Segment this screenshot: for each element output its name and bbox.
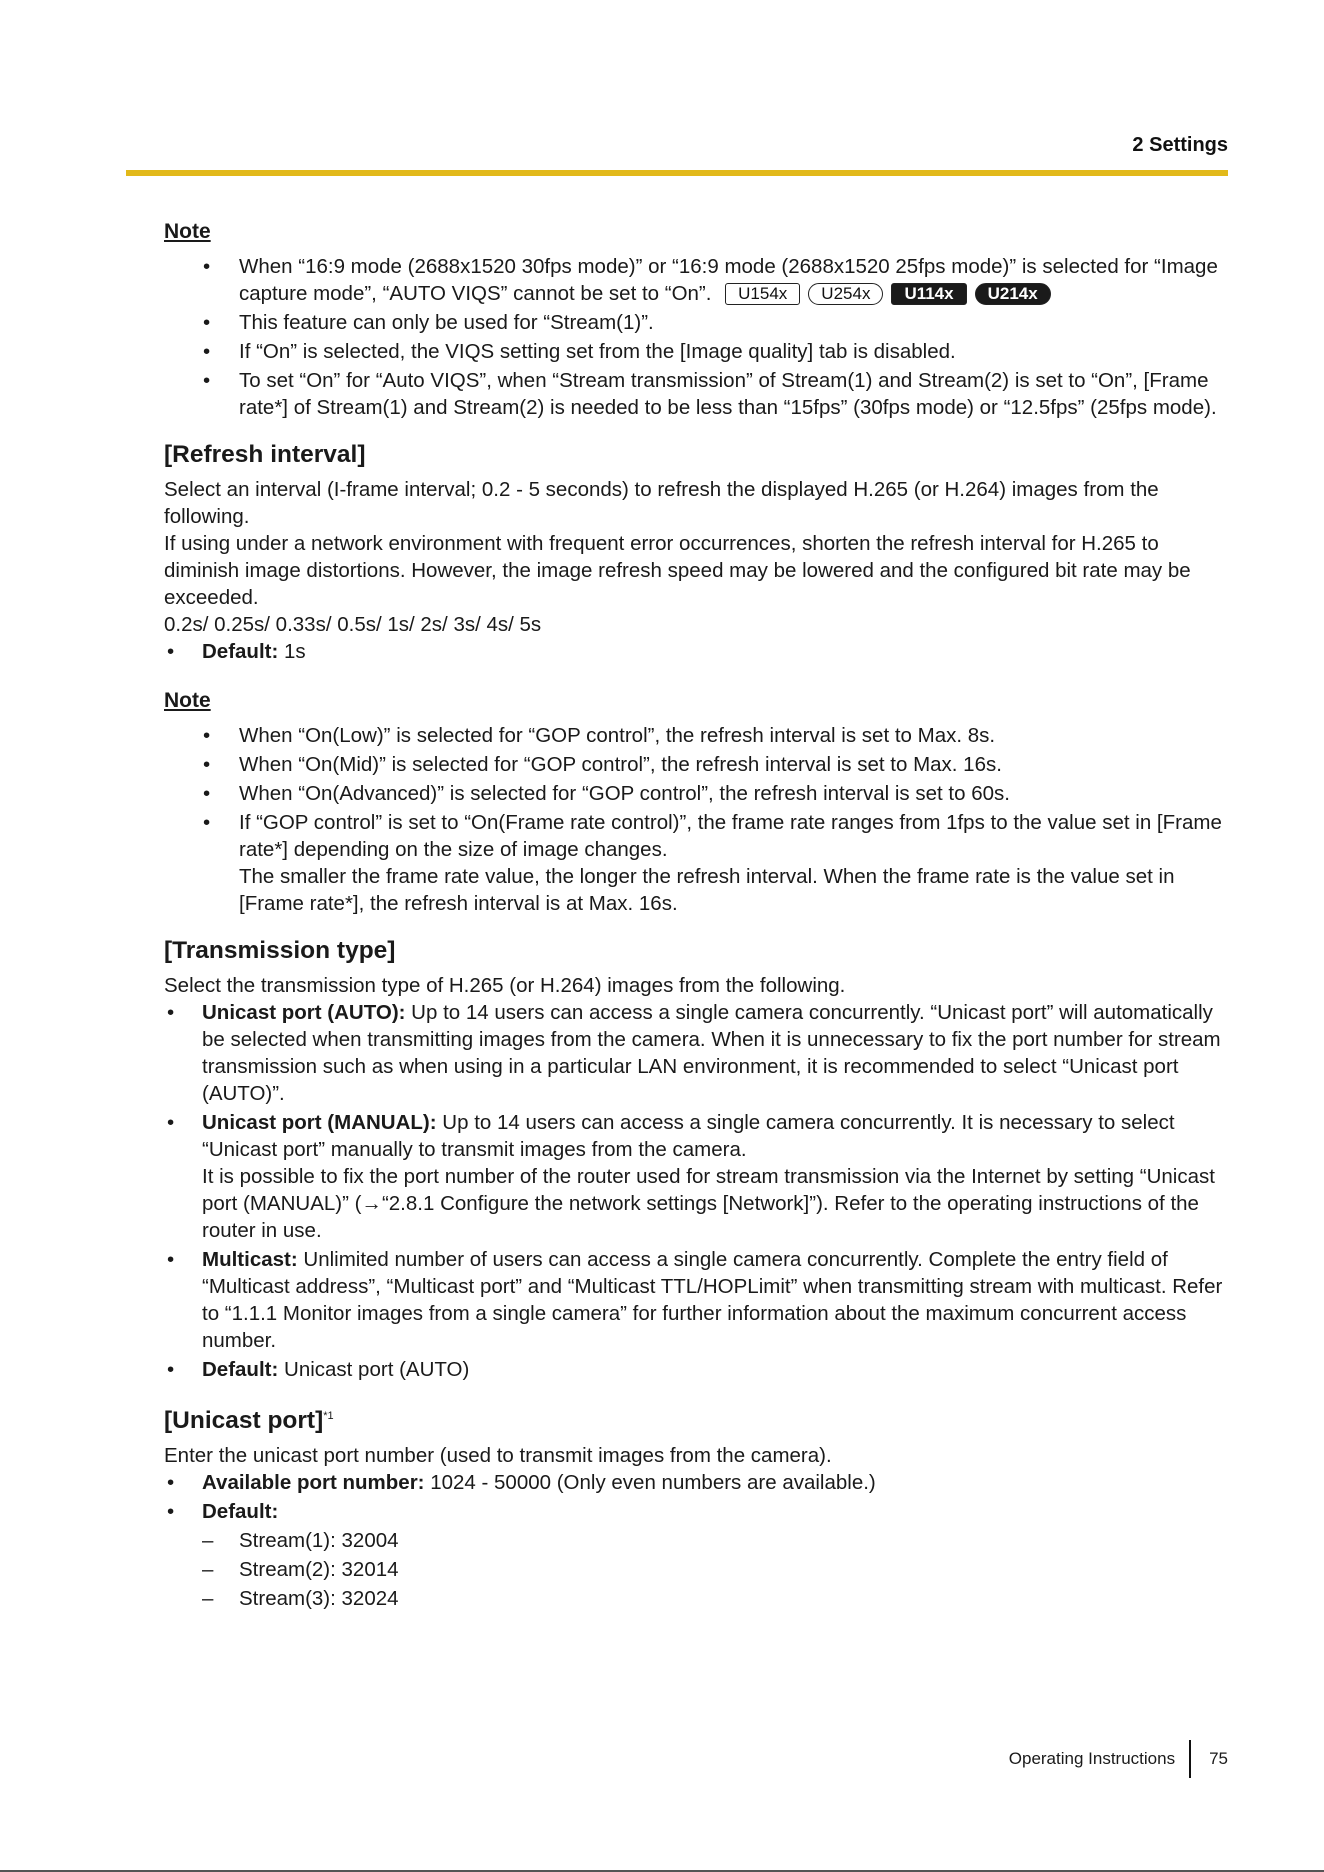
section-title-text: [Unicast port] [164,1407,324,1435]
list-item [164,999,1228,1107]
page-number: 75 [1209,1749,1228,1768]
note-text: The smaller the frame rate value, the longer the refresh interval. When the frame rate is the value set in [Frame rate*], the refresh interval is at Max. 16s. [239,865,1175,915]
footer-label: Operating Instructions [1008,1749,1176,1768]
note-list [164,253,1228,421]
footer-divider [1189,1740,1191,1778]
term-text: 1024 - 50000 (Only even numbers are available.) [424,1471,876,1495]
options-line: 0.2s/ 0.25s/ 0.33s/ 0.5s/ 1s/ 2s/ 3s/ 4s/ 5s [164,613,542,636]
term-text: Up to 14 users can access a single camera concurrently. It is necessary to select “Unicast port” manually to transmit images from the camera. [202,1111,1175,1161]
list-item: • This feature can only be used for “Stream(1)”. [164,309,1228,336]
term-label: Unicast port (MANUAL): [202,1111,437,1134]
note-list [164,722,1228,917]
model-badge-u154x: U154x [725,283,800,305]
default-label: Default: [202,1500,279,1524]
term-text: Unlimited number of users can access a single camera concurrently. Complete the entry field of “Multicast address”, “Multicast port” and “Multicast TTL/HOPLimit” when transmitting stream with multicast. Refer to “1.1.1 Monitor images from a single camera” for further information about the maximum concurrent access number. [202,1248,1223,1352]
list-item [164,1246,1228,1354]
model-badge-u214x: U214x [975,283,1051,305]
default-label: Default: [202,640,279,663]
chapter-title: 2 Settings [1132,134,1228,156]
default-value: Unicast port (AUTO) [278,1358,470,1381]
list-item [164,1356,1228,1383]
list-item [164,1498,1228,1525]
default-value: 1s [278,640,306,663]
note-text: If “GOP control” is set to “On(Frame rate control)”, the frame rate ranges from 1fps to the value set in [Frame rate*] depending on the size of image changes. [239,811,1222,861]
term-text: Up to 14 users can access a single camera concurrently. “Unicast port” will automatically be selected when transmitting images from the camera. When it is unnecessary to fix the port number for stream transmission such as when using in a particular LAN environment, it is recommended to select “Unicast port (AUTO)”. [202,1001,1221,1105]
list-item [164,253,1228,307]
section-title-refresh-interval: [Refresh interval] [164,441,366,468]
stream-default-list [164,1527,1228,1612]
paragraph: Select an interval (I-frame interval; 0.2 - 5 seconds) to refresh the displayed H.265 (or H.264) images from the following. [164,478,1159,528]
paragraph: If using under a network environment with frequent error occurrences, shorten the refresh interval for H.265 to diminish image distortions. However, the image refresh speed may be lowered and the configured bit rate may be exceeded. [164,532,1191,609]
bullet-list [164,1469,1228,1525]
note-text: When “16:9 mode (2688x1520 30fps mode)” or “16:9 mode (2688x1520 25fps mode)” is selected for “Image capture mode”, “AUTO VIQS” cannot be set to “On”. [239,255,1218,305]
list-item: – Stream(3): 32024 [202,1585,1228,1612]
list-item: • To set “On” for “Auto VIQS”, when “Stream transmission” of Stream(1) and Stream(2) is set to “On”, [Frame rate*] of Stream(1) and Stream(2) is needed to be less than “15fps” (30fps mode) or “12.5fps” (25fps mode). [164,367,1228,421]
list-item: – Stream(1): 32004 [202,1527,1228,1554]
term-label: Available port number: [202,1471,425,1495]
list-item: • If “On” is selected, the VIQS setting set from the [Image quality] tab is disabled. [164,338,1228,365]
page-footer [1009,1740,1228,1778]
header-rule [126,170,1228,176]
paragraph: Enter the unicast port number (used to transmit images from the camera). [164,1444,832,1468]
list-item [164,1469,1228,1496]
section-title-transmission-type: [Transmission type] [164,937,396,964]
list-item [164,809,1228,917]
note-heading: Note [164,220,211,243]
bullet-list [164,638,1228,665]
section-title-unicast-port [164,1403,1228,1434]
list-item [164,1109,1228,1244]
list-item: • When “On(Low)” is selected for “GOP control”, the refresh interval is set to Max. 8s. [164,722,1228,749]
paragraph: Select the transmission type of H.265 (or H.264) images from the following. [164,974,846,997]
term-text: It is possible to fix the port number of the router used for stream transmission via the Internet by setting “Unicast port (MANUAL)” (→“2.8.1 Configure the network settings [Network]”). Refer to the operating instructions of the router in use. [202,1165,1215,1242]
model-badge-u114x: U114x [891,283,966,305]
default-label: Default: [202,1358,279,1381]
list-item: • When “On(Mid)” is selected for “GOP control”, the refresh interval is set to Max. 16s. [164,751,1228,778]
note-heading: Note [164,689,211,712]
bullet-list [164,999,1228,1383]
footnote-marker: *1 [323,1410,334,1422]
list-item: – Stream(2): 32014 [202,1556,1228,1583]
list-item: • When “On(Advanced)” is selected for “GOP control”, the refresh interval is set to 60s. [164,780,1228,807]
term-label: Multicast: [202,1248,298,1271]
term-label: Unicast port (AUTO): [202,1001,406,1024]
page-content [164,218,1228,1614]
model-badge-u254x: U254x [808,283,883,305]
list-item [164,638,1228,665]
